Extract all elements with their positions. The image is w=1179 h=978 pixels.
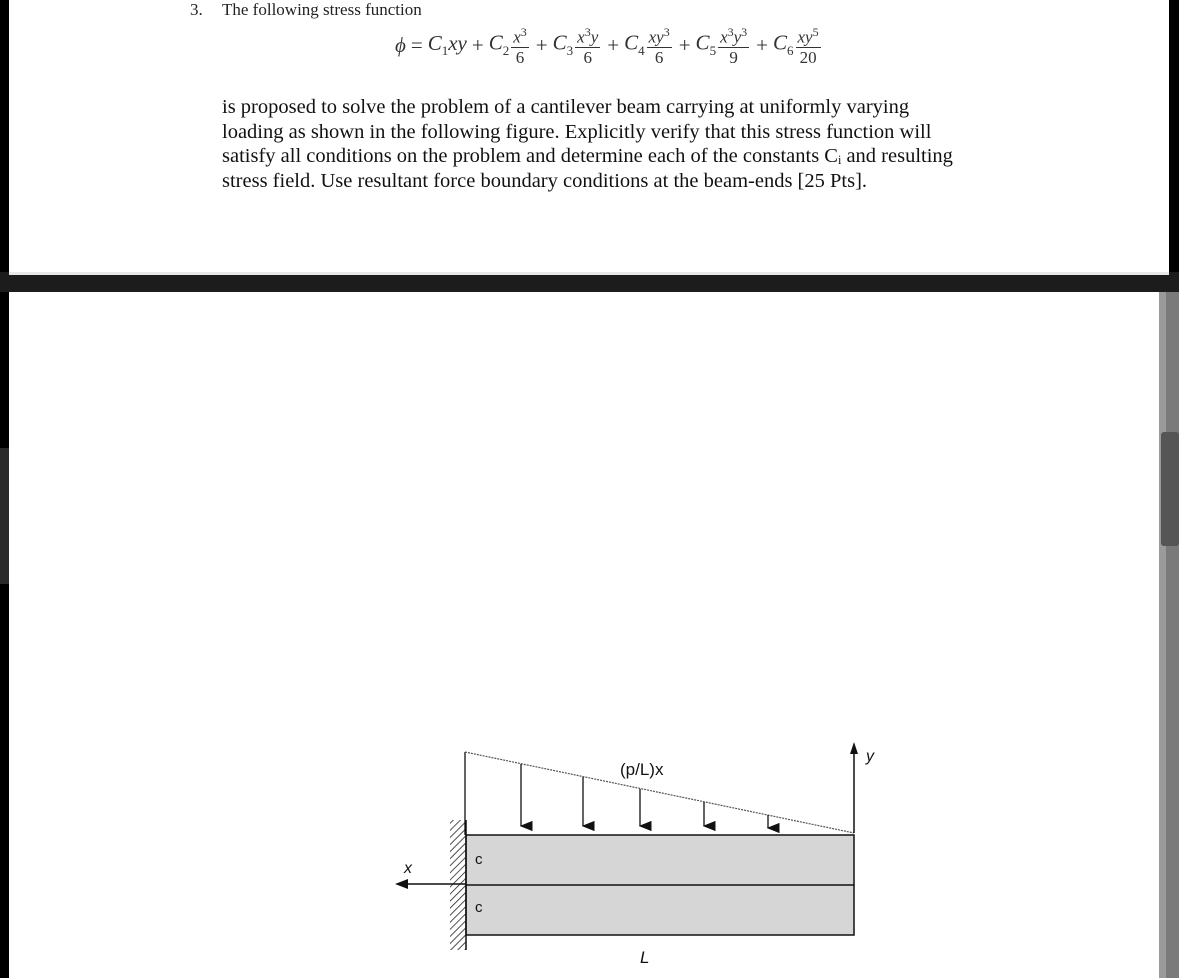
- x-axis-arrowhead: [395, 879, 408, 889]
- term-3: $C_3$ $\frac{x^3y}{6}$: [552, 25, 599, 67]
- question-number: 3.: [190, 0, 203, 19]
- half-depth-upper-label: c: [475, 851, 483, 868]
- y-axis-label: y: [866, 748, 874, 765]
- body-line: stress field. Use resultant force boundary conditions at the beam-ends [25 Pts].: [222, 169, 868, 192]
- body-line: satisfy all conditions on the problem and determine each of the constants Cᵢ and resulting: [222, 145, 953, 167]
- term-1: $C_1xy$: [427, 30, 467, 59]
- body-line: loading as shown in the following figure. Explicitly verify that this stress function will: [222, 120, 932, 143]
- term-6: $C_6$ $\frac{xy^5}{20}$: [773, 25, 819, 67]
- question-title: The following stress function: [222, 0, 422, 19]
- stress-function-equation: ϕ = $C_1xy$ + $C_2$ $\frac{x^3}{6}$ + $C_3$ $\frac{x^3y}{6}$ + $C_4$ $\frac{xy^3}{6}$ + $C_5$ $\frac{x^3y^3}{9}$ + $C_6$ $\frac{xy^5}{20}$: [395, 18, 823, 72]
- x-axis-label: x: [404, 860, 412, 877]
- load-label: (p/L)x: [620, 760, 664, 779]
- term-2: $C_2$ $\frac{x^3}{6}$: [488, 25, 527, 67]
- fixed-support-hatch: [450, 820, 466, 950]
- term-4: $C_4$ $\frac{xy^3}{6}$: [624, 25, 670, 67]
- body-line: is proposed to solve the problem of a cantilever beam carrying at uniformly varying: [222, 96, 910, 118]
- length-label: L: [640, 948, 650, 967]
- half-depth-lower-label: c: [475, 899, 483, 916]
- y-axis-arrowhead: [850, 742, 858, 754]
- phi-symbol: ϕ: [395, 32, 406, 57]
- equals-sign: =: [410, 32, 423, 57]
- term-5: $C_5$ $\frac{x^3y^3}{9}$: [695, 25, 748, 67]
